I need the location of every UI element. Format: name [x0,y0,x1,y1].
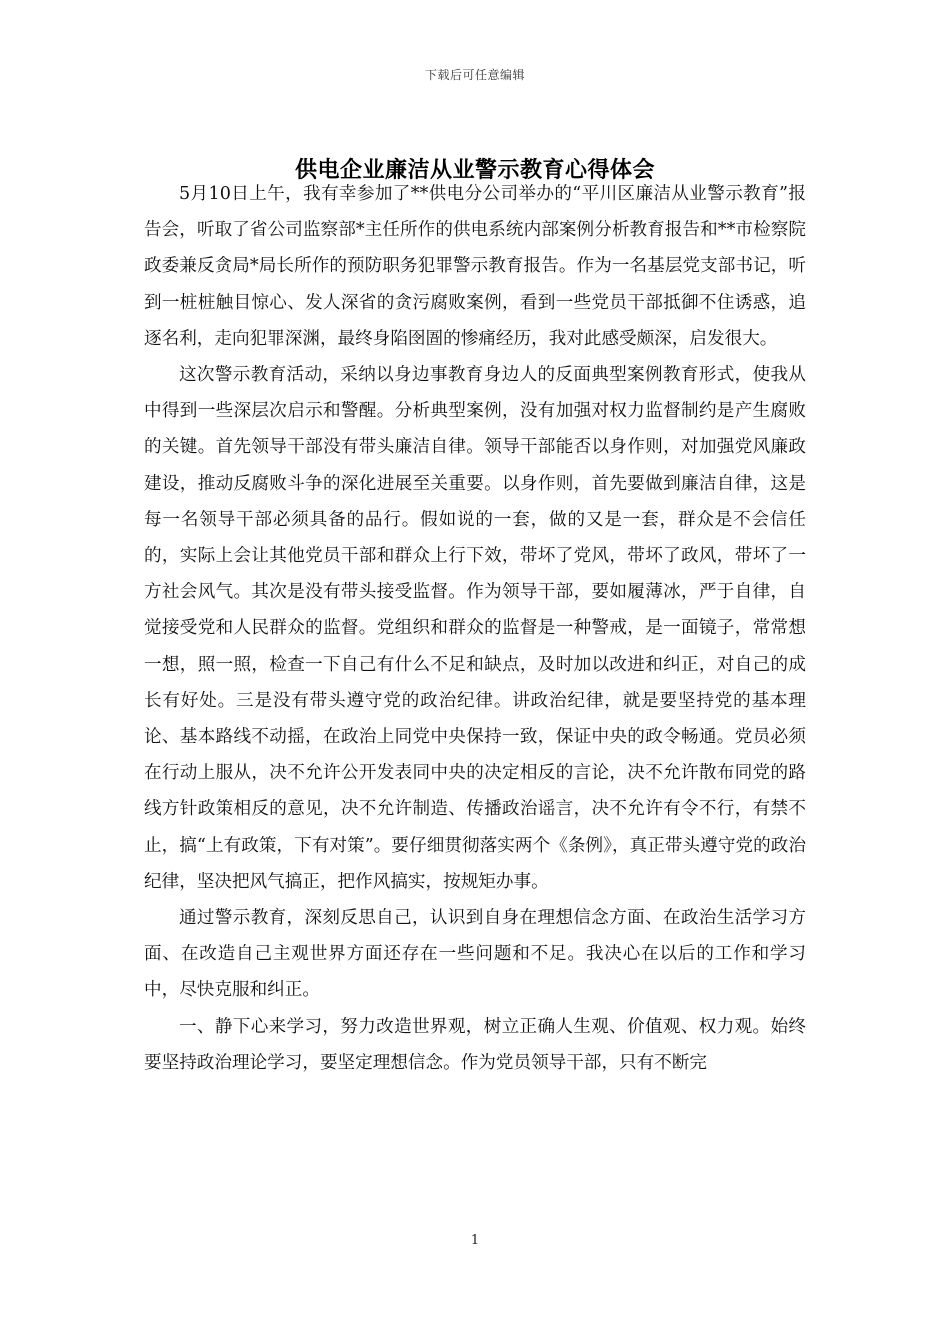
document-body [144,176,806,1081]
paragraph: 这次警示教育活动，采纳以身边事教育身边人的反面典型案例教育形式，使我从中得到一些深层次启示和警醒。分析典型案例，没有加强对权力监督制约是产生腐败的关键。首先领导干部没有带头廉洁自律。领导干部能否以身作则，对加强党风廉政建设，推动反腐败斗争的深化进展至关重要。以身作则，首先要做到廉洁自律，这是每一名领导干部必须具备的品行。假如说的一套，做的又是一套，群众是不会信任的，实际上会让其他党员干部和群众上行下效，带坏了党风，带坏了政风，带坏了一方社会风气。其次是没有带头接受监督。作为领导干部，要如履薄冰，严于自律，自觉接受党和人民群众的监督。党组织和群众的监督是一种警戒，是一面镜子，常常想一想，照一照，检查一下自己有什么不足和缺点，及时加以改进和纠正，对自己的成长有好处。三是没有带头遵守党的政治纪律。讲政治纪律，就是要坚持党的基本理论、基本路线不动摇，在政治上同党中央保持一致，保证中央的政令畅通。党员必须在行动上服从，决不允许公开发表同中央的决定相反的言论，决不允许散布同党的路线方针政策相反的意见，决不允许制造、传播政治谣言，决不允许有令不行，有禁不止，搞“上有政策，下有对策”。要仔细贯彻落实两个《条例》，真正带头遵守党的政治纪律，坚决把风气搞正，把作风搞实，按规矩办事。 [144,365,806,892]
page-number: 1 [470,1233,480,1248]
paragraph: 5月10日上午，我有幸参加了**供电分公司举办的“平川区廉洁从业警示教育”报告会，听取了省公司监察部*主任所作的供电系统内部案例分析教育报告和**市检察院政委兼反贪局*局长所作的预防职务犯罪警示教育报告。作为一名基层党支部书记，听到一桩桩触目惊心、发人深省的贪污腐败案例，看到一些党员干部抵御不住诱惑，追逐名利，走向犯罪深渊，最终身陷囹圄的惨痛经历，我对此感受颇深，启发很大。 [144,184,806,349]
paragraph: 一、静下心来学习，努力改造世界观，树立正确人生观、价值观、权力观。始终要坚持政治理论学习，要坚定理想信念。作为党员领导干部，只有不断完 [144,1016,806,1073]
document-title: 供电企业廉洁从业警示教育心得体会 [294,157,655,183]
paragraph: 通过警示教育，深刻反思自己，认识到自身在理想信念方面、在政治生活学习方面、在改造自己主观世界方面还存在一些问题和不足。我决心在以后的工作和学习中，尽快克服和纠正。 [144,908,806,1001]
header-note: 下载后可任意编辑 [424,68,525,82]
